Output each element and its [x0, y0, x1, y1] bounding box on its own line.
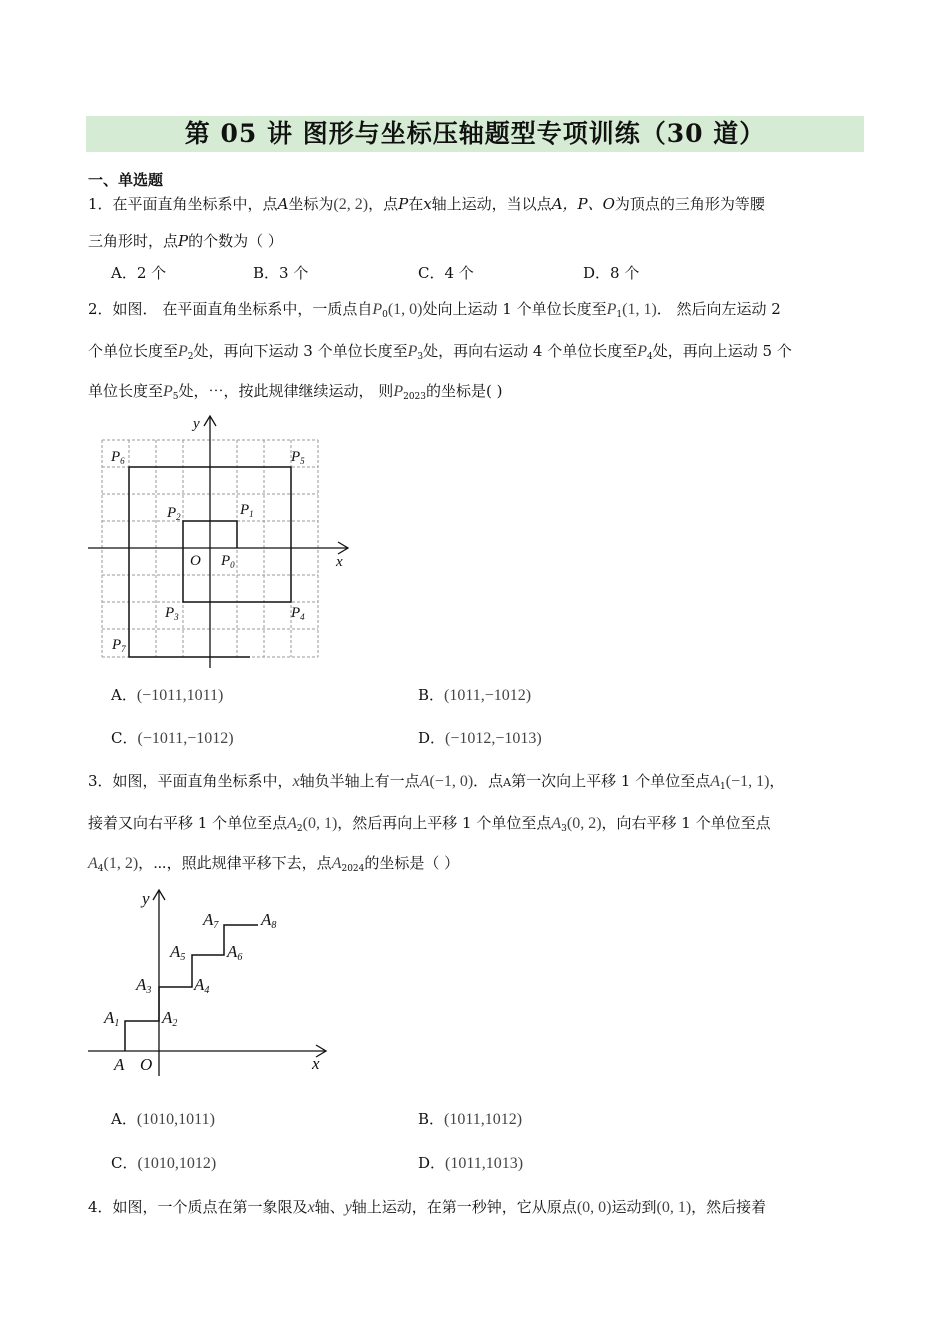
q3-option-d[interactable]: D．(1011,1013): [418, 1154, 524, 1172]
q4-line1: 4．如图，一个质点在第一象限及x轴、y轴上运动，在第一秒钟，它从原点(0, 0)运动到(0, 1)，然后接着: [88, 1198, 767, 1216]
q2-fig-x-label: x: [336, 554, 343, 570]
q2-number: 2．: [88, 300, 113, 318]
q2-fig-y-label: y: [193, 416, 200, 432]
q2-line3: 单位长度至$P_5$处，⋯，按此规律继续运动， 则$P_{2023}$的坐标是( ): [88, 382, 503, 402]
q2-fig-p6: $P_6$: [111, 449, 125, 466]
q2-spiral-figure: [80, 410, 360, 675]
q3-fig-a: A: [114, 1055, 125, 1074]
q1-number: 1．: [88, 195, 113, 213]
q3-option-b[interactable]: B．(1011,1012): [418, 1110, 523, 1128]
q3-fig-a1: A1: [104, 1008, 120, 1029]
q2-fig-p0: $P_0$: [221, 553, 235, 570]
q2-line1: 2．如图． 在平面直角坐标系中，一质点自$P_0(1$, 0)处向上运动 1 个单位长度至$P_1(1$, 1)． 然后向左运动 2: [88, 300, 781, 320]
q3-fig-origin: O: [140, 1055, 153, 1074]
q2-fig-p4: $P_4$: [291, 605, 305, 622]
q2-option-c[interactable]: C．(−1011,−1012): [111, 729, 234, 747]
q3-option-a[interactable]: A．(1010,1011): [111, 1110, 215, 1128]
q3-fig-a3: A3: [136, 975, 152, 996]
q3-fig-a6: A6: [227, 942, 243, 963]
q2-fig-origin: O: [190, 553, 201, 569]
q2-fig-p2: $P_2$: [167, 505, 181, 522]
q2-fig-p1: $P_1$: [240, 502, 254, 519]
q3-fig-a4: A4: [194, 975, 210, 996]
q3-line2: 接着又向右平移 1 个单位至点$A_2(0$, 1)，然后再向上平移 1 个单位至点$A_3(0$, 2)，向右平移 1 个单位至点: [88, 814, 771, 834]
q1-option-c[interactable]: C．4 个: [418, 264, 474, 282]
q2-line2: 个单位长度至$P_2$处，再向下运动 3 个单位长度至$P_3$处，再向右运动 4 个单位长度至$P_4$处，再向上运动 5 个: [88, 342, 792, 362]
q3-line1: 3．如图，平面直角坐标系中，x轴负半轴上有一点A(−1, 0)．点A第一次向上平移 1 个单位至点$A_1(-1$, 1)，: [88, 772, 785, 792]
q2-option-d[interactable]: D．(−1012,−1013): [418, 729, 542, 747]
q1-line1: 1．在平面直角坐标系中，点A坐标为(2, 2)，点P在x轴上运动，当以点A，P、O为顶点的三角形为等腰: [88, 195, 765, 213]
q1-option-b[interactable]: B．3 个: [253, 264, 309, 282]
q2-fig-p7: $P_7$: [112, 637, 126, 654]
q2-fig-p5: $P_5$: [291, 449, 305, 466]
q3-fig-y-label: y: [142, 889, 150, 908]
q3-line3: $A_4(1$, 2)，⋯，照此规律平移下去，点$A_{2024}$的坐标是（ ）: [88, 854, 460, 874]
q4-number: 4．: [88, 1198, 113, 1216]
q3-staircase-figure: [84, 884, 334, 1079]
q1-option-d[interactable]: D．8 个: [583, 264, 640, 282]
q2-option-a[interactable]: A．(−1011,1011): [111, 686, 224, 704]
q3-number: 3．: [88, 772, 113, 790]
q1-line2: 三角形时，点P的个数为（ ）: [88, 232, 283, 250]
section-heading: 一、单选题: [88, 171, 164, 189]
page-title: 第 05 讲 图形与坐标压轴题型专项训练（30 道）: [86, 116, 864, 152]
q3-fig-a7: A7: [203, 910, 219, 931]
q3-option-c[interactable]: C．(1010,1012): [111, 1154, 217, 1172]
q3-fig-a2: A2: [162, 1008, 178, 1029]
q2-fig-p3: $P_3$: [165, 605, 179, 622]
q3-fig-a8: A8: [261, 910, 277, 931]
q3-fig-a5: A5: [170, 942, 186, 963]
q3-fig-x-label: x: [312, 1054, 320, 1073]
q2-option-b[interactable]: B．(1011,−1012): [418, 686, 532, 704]
q1-option-a[interactable]: A．2 个: [111, 264, 167, 282]
q2-axes: [88, 416, 348, 668]
